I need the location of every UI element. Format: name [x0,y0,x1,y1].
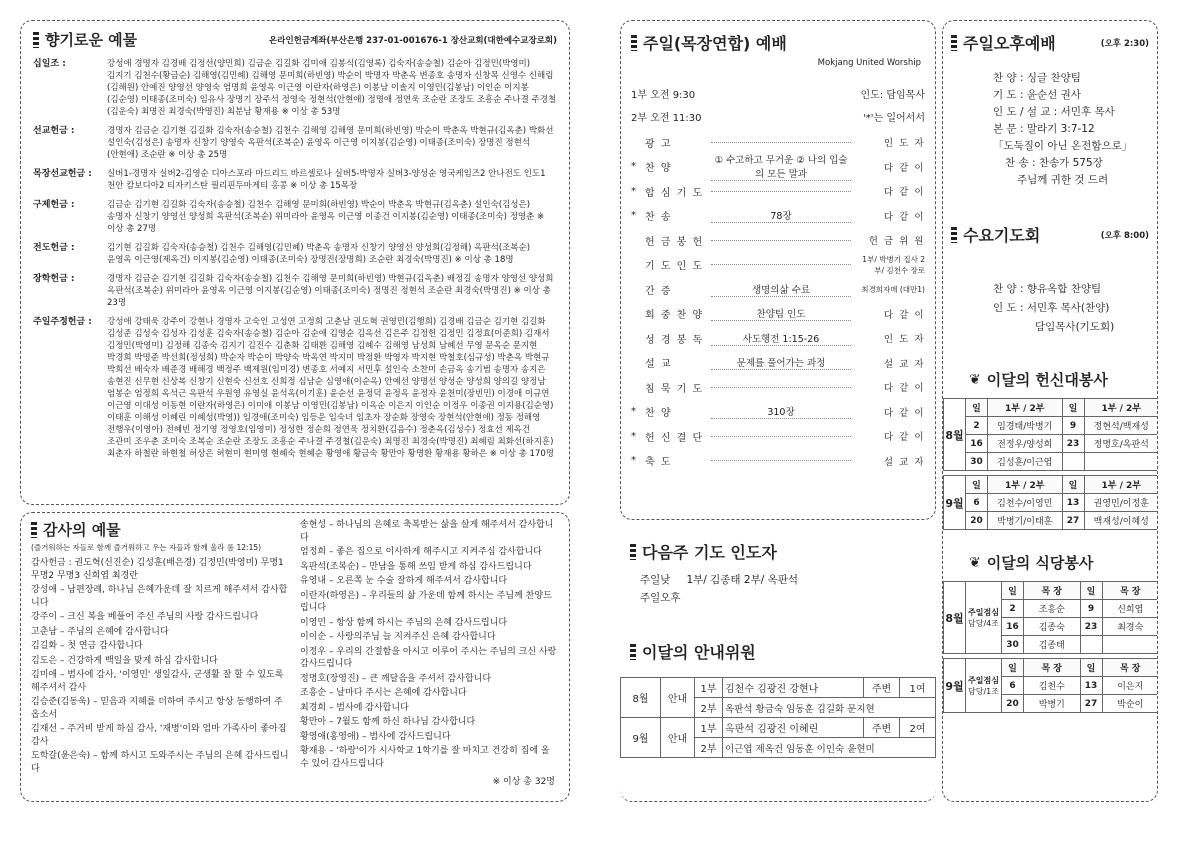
offering-label: 십일조 : [33,59,66,69]
order-item-detail: 78장 [711,208,851,223]
nextweek-sunday-value: 1부/ 김종태 2부/ 옥판석 [686,574,799,586]
schedule-header-cell: 일 [966,476,988,494]
stand-marker: * [631,455,636,467]
schedule-month [944,582,966,654]
schedule-assignee: 김종태 [1024,636,1081,654]
schedule-header-row [944,476,1159,494]
offering-label: 선교헌금 : [33,126,75,136]
schedule-header-cell: 일 [1062,476,1084,494]
schedule-header-cell: 일 [1002,659,1024,677]
usher-count: 2여 [900,718,936,738]
schedule-header-cell: 일 [1002,582,1024,600]
schedule-header-cell: 1부 / 2부 [988,399,1063,417]
thanks-entry: 이영민 – 항상 함께 하시는 주님의 은혜 감사드립니다 [300,617,508,628]
schedule-day: 9 [1062,417,1084,435]
usher-sub-label: 주변 [864,718,900,738]
offering-names: 실버1-경명자 실버2-김영순 디아스포라 마드리드 바르셀로나 실버5-박명자 실버3-양성순 영국케임즈2 안나전도 인도1 천안 캄보디아2 티자키스탄 필리핀두마게티 홍콩 ※ 이상 총 15목장 [107,169,546,191]
usher-names: 옥판석 황금숙 임동훈 김길화 문지현 [723,698,936,718]
schedule-header-cell: 목 장 [1024,659,1081,677]
schedule-assignee: 김천수 [1024,677,1081,695]
order-item-leader: 인 도 자 [883,334,925,346]
order-item-detail: 찬양팀 인도 [711,306,851,321]
order-row [631,204,925,229]
order-item-name: 찬 송 [645,212,672,224]
schedule-day: 16 [1002,618,1024,636]
sunday-title: 주일(목장연합) 예배 [631,31,925,54]
order-row [631,228,925,253]
schedule-assignee: 정명호/옥판석 [1084,435,1158,453]
schedule-header-cell: 목 장 [1102,582,1158,600]
offering-row [33,273,557,309]
order-item-detail [711,191,851,192]
schedule-assignee: 박병기 [1024,695,1081,713]
order-item-name: 헌 금 봉 헌 [645,236,704,248]
thanks-total: ※ 이상 총 32명 [492,777,555,787]
duty-label: 주일점심 [968,675,999,685]
schedule-day: 27 [1062,512,1084,530]
order-row [631,400,925,425]
wednesday-time: (오후 8:00) [1100,230,1149,241]
schedule-assignee: 김천수/이영민 [988,494,1063,512]
schedule-header-row [944,582,1159,600]
service-time-1: 1부 오전 9:30 [631,90,696,101]
order-item-leader: 헌 금 위 원 [868,236,925,248]
order-item-name: 설 교 [645,359,672,371]
thanks-entry: 엄정희 – 좋은 집으로 이사하게 해주시고 지켜주심 감사합니다 [300,547,542,557]
thanks-title: 감사의 예물 [31,519,290,540]
schedule-assignee: 조흥순 [1024,600,1081,618]
schedule-day [1062,453,1084,471]
thanks-left-column [31,519,290,795]
sunday-subtitle: Mokjang United Worship [817,58,921,68]
schedule-day: 20 [966,512,988,530]
offering-label: 주일주정헌금 : [33,317,92,327]
order-row [631,130,925,155]
usher-role: 안내 [661,718,695,758]
schedule-header-cell: 목 장 [1024,582,1081,600]
thanks-entry: 정명호(장영진) – 큰 깨달음을 주셔서 감사합니다 [300,673,492,684]
section-bar-icon [951,227,957,243]
offering-names: 김기현 김길화 김숙자(송승철) 김천수 김해영(김민혜) 박춘옥 송명자 신창기 양영선 양성희(김정해) 옥판석(조복순) 윤영옥 이근영(제옥건) 이지봉(김순영) 이태종(조미숙) 장명진(장명희) 조순란 최경숙(박명진) ※ 이상 총 18명 [107,243,531,265]
schedule-row [944,435,1159,453]
schedule-duty [966,582,1002,654]
thanks-subtitle: (즐거워하는 자들로 함께 즐거워하고 우는 자들과 함께 울라 롬 12:15) [31,543,262,552]
offerings-panel [20,20,570,505]
service-time-2: 2부 오전 11:30 [631,113,702,124]
schedule-day: 23 [1062,435,1084,453]
schedule-day: 6 [1002,677,1024,695]
thanks-entry: 김도은 – 건강하게 백일을 맞게 하심 감사합니다 [31,655,218,666]
order-row [631,351,925,376]
order-row [631,253,925,278]
wednesday-line: 인 도 : 서민후 목사(찬양) [993,302,1110,314]
schedule-assignee: 김종숙 [1024,618,1081,636]
usher-part: 2부 [695,698,723,718]
thanks-entry: 도학갈(윤은숙) – 함께 하시고 도와주시는 주님의 은혜 감사드립니다 [31,751,289,774]
afternoon-line: 본 문 : 말라기 3:7-12 [993,123,1095,135]
usher-row [621,678,936,698]
order-item-name: 기 도 인 도 [645,261,704,273]
schedule-header-cell: 일 [1062,399,1084,417]
schedule-row [944,512,1159,530]
thanks-entry: 강주이 – 크신 복을 베풀어 주신 주님의 사랑 감사드립니다 [31,612,259,622]
usher-part: 2부 [695,738,723,758]
offering-names: 강성애 강태욱 강주이 강현나 경명자 고숙인 고성연 고정희 고춘남 권도혁 권영민(김행희) 김경배 김금순 김기현 김길화 김성준 김성숙 김성자 김성훈 김숙자(송승철) 김순아 김순애 김영순 김옥선 김은주 김정헌 김정민 김정효(이준희) 김재서 김정민(박영미) 김정해 김종숙 김지기 김진수 김춘화 김태환 김해영 김혜수 김해영 남성희 남혜선 무영 문옥순 문지현 박경희 박명준 박선희(정성희) 박순자 박순이 박양숙 박옥연 박지미 박정환 박영자 박지현 박철호(심규성) 박춘옥 박현규 박희선 배숙자 배준경 배해경 백정주 백제원(임미경) 변종호 서예지 서민후 설인숙 소찬미 손금옥 송기범 송명자 송지은 송현진 신무현 신상복 신창기 신현숙 신선호 신희정 심남순 심영애(이순옥) 안예선 양명선 양성순 양성희 양의길 양정남 엄봉순 엄정희 옥석근 옥판석 우원영 유영실 윤석옥(이기훈) 윤순선 윤정덕 윤정옥 윤정자 윤천미(장빈민) 이경애 이규연 이근영 이대성 이동현 이란자(하영은) 이미애 이봉남 이영민(김봉남) 이옥순 이은지 이인순 이정우 이종권 이지용(김순영) 이태훈 이해성 이혜린 이혜성(박영)) 임경애(조미숙) 임등운 임숙녀 임초자 장순화 장영숙 장현석(안현애) 정동 정해영 전행우(이영아) 전혜빈 정기영 정영호(임영미) 정성한 정순희 정연욱 정치환(김음수) 정춘옥(김성수) 정효선 제옥건 조관미 조우춘 조미숙 조복순 조순란 조장도 조흥순 주나결 주경철(김운숙) 최명진 최경숙(박명진) 최혜림 최화선(하지훈) 최춘자 하철란 하현철 허상은 허현미 현미영 현혜숙 현혜순 황영애 황금숙 황만아 황명환 황재용 황하은 ※ 이상 총 170명 [107,317,554,459]
offering-names: 경명자 김금순 김기현 김길화 김숙자(송승철) 김천수 김해영 문미희(하빈영) 박현규(김옥춘) 배정길 송명자 양영선 양성희 옥판석(조복순) 위미라아 윤영옥 이근영 이지봉(김순영) 이태종(조미숙) 정명진 정현석 조순란 최경숙(박명진) ※ 이상 총 23명 [107,274,554,308]
stand-marker: * [631,406,636,418]
order-of-worship [631,130,925,473]
thanks-entry: 송현성 – 하나님의 은혜로 축복받는 삶을 살게 해주셔서 감사합니다 [300,520,554,543]
section-bar-icon [630,644,636,660]
schedule-assignee: 김성훈/이근엽 [988,453,1063,471]
schedule-table [943,581,1158,654]
order-row [631,155,925,180]
month-label: 8월 [945,428,964,442]
thanks-entry: 이란자(하영은) – 우리들의 삶 가운데 함께 하시는 주님께 찬양드립니다 [300,590,552,613]
duty-group: 담당/4조 [968,618,999,628]
schedule-month [944,476,966,530]
afternoon-line: 찬 송 : 찬송가 575장 [1005,157,1103,169]
schedule-header-cell: 목 장 [1102,659,1158,677]
heart-icon: ❦ [969,554,981,571]
ushers-table [620,677,936,758]
nextweek-title: 다음주 기도 인도자 [630,540,926,563]
order-item-name: 침 묵 기 도 [645,383,704,395]
schedule-month [944,659,966,713]
order-item-name: 합 심 기 도 [645,187,704,199]
thanks-entry: 김승준(김동욱) – 믿음과 지혜를 더하여 주시고 항상 동행하여 주옵소서 [31,697,283,720]
thanks-entry: 이정우 – 우리의 간절함을 아시고 이루어 주시는 주님의 크신 사랑 감사드립니다 [300,646,557,669]
offering-row [33,242,557,266]
schedule-day: 13 [1062,494,1084,512]
stand-marker: * [631,161,636,173]
thanks-entry: 유영내 – 오른쪽 눈 수술 잘하게 해주셔서 감사합니다 [300,576,508,586]
schedule-table [943,475,1158,530]
order-item-name: 광 고 [645,138,672,150]
schedule-header-row [944,399,1159,417]
schedule-assignee: 박병기/이태훈 [988,512,1063,530]
order-item-leader: 설 교 자 [883,358,925,370]
schedule-assignee: 전정우/양성희 [988,435,1063,453]
thanks-entry: 고춘남 – 주님의 은혜에 감사합니다 [31,626,169,637]
month-label: 9월 [945,679,964,693]
schedule-day: 23 [1080,618,1102,636]
schedule-assignee: 임경태/박병기 [988,417,1063,435]
schedule-day: 9 [1080,600,1102,618]
thanks-right-column [300,519,559,795]
offering-label: 전도헌금 : [33,243,75,253]
month-label: 8월 [945,611,964,625]
order-item-name: 찬 양 [645,163,672,175]
order-item-leader: 다 같 이 [883,432,925,444]
usher-month: 8월 [621,678,661,718]
order-item-detail [711,142,851,143]
thanks-entry: 이이순 – 사랑의주님 늘 지켜주신 은혜 감사합니다 [300,632,496,642]
order-item-leader: 인 도 자 [883,138,925,150]
schedule-header-cell: 일 [1080,659,1102,677]
schedule-assignee: 백재성/이혜성 [1084,512,1158,530]
order-item-name: 회 중 찬 양 [645,310,704,322]
order-item-leader: 최경희자매 (대만1) [861,284,925,294]
heart-icon: ❦ [969,371,981,388]
usher-count: 1여 [900,678,936,698]
schedule-duty [966,659,1002,713]
thanks-entry: 최경희 – 범사에 감사합니다 [300,702,409,713]
usher-sub-label: 주변 [864,678,900,698]
thanks-entry: 황영애(홍영애) – 범사에 감사드립니다 [300,731,451,742]
schedule-row [944,417,1159,435]
service-leader: 인도: 담임목사 [860,90,925,101]
offering-label: 구제헌금 : [33,200,75,210]
usher-names: 김천수 김광진 강현나 [723,678,864,698]
kitchen-title: ❦ 이달의 식당봉사 [969,554,1094,572]
schedule-day [1080,636,1102,654]
wednesday-line: 찬 양 : 향유옥합 찬양팀 [993,283,1102,295]
offering-account: 온라인헌금계좌(부산은행 237-01-001676-1 장산교회(대한예수교장로회) [269,35,557,46]
kitchen-schedule [943,581,1157,713]
offering-list [33,58,557,460]
thanks-entry: 김길화 – 첫 연금 감사합니다 [31,641,143,651]
stand-note: '*'는 일어서서 [863,113,925,124]
offering-names: 김금순 김기현 김길화 김숙자(송승철) 김천수 김해영 문미희(하빈영) 박순이 박춘옥 박현규(김옥춘) 설인숙(김성은) 송명자 신창기 양영선 양성희 옥판석(조복순) 위미라아 윤영옥 이근영 이종건 이지봉(김순영) 이태종(조미숙) 정영춘 ※ 이상 총 27명 [107,200,545,234]
wednesday-line: 담임목사(기도회) [1035,321,1115,333]
schedule-assignee: 신희엽 [1102,600,1158,618]
offering-names: 강성애 경명자 김경배 김정선(양민희) 김금순 김길화 김미애 김봉식(김영록) 김숙자(송승철) 김순아 김정민(박영미) 김지기 김천수(황금순) 김해영(김민혜) 김해영 문미희(하빈영) 박순이 박명자 박춘옥 변종호 송명자 신창목 신영수 신해림(김해원) 안예진 양영선 양영숙 엄명희 윤영옥 이근영 이란자(하영은) 이봉남 이솔지 이영민(김봉남) 이인순 이지봉(김순영) 이태종(조미숙) 임유사 장명기 장주석 정영숙 정현석(안현애) 정명애 정연욱 조순란 조장도 조흥순 주나결 주경철(김운숙) 최명진 최경숙(박명진) 최분남 황재용 ※ 이상 총 53명 [107,59,557,117]
order-item-detail [711,240,851,241]
offering-row [33,199,557,235]
thanks-entry: 김미애 – 범사에 감사, '이영민' 생일감사, 군생활 잘 할 수 있도록 해주셔서 감사 [31,670,284,693]
order-row [631,375,925,400]
offering-names: 경명자 김금순 김기현 김길화 김숙자(송승철) 김천수 김해영 김해영 문미희(하빈영) 박순이 박춘옥 박현규(김옥춘) 박화선 설인숙(김성은) 송명자 신창기 양영숙 옥판석(조복순) 윤영옥 이근영 이지봉(김순영) 이태종(조미숙) 장명진 정현석(안현애) 조순란 ※ 이상 총 25명 [107,126,554,160]
offering-row [33,316,557,460]
thanks-panel [20,512,570,802]
usher-names: 옥판석 김광진 이혜린 [723,718,864,738]
section-bar-icon [631,35,637,51]
duty-label: 주일점심 [968,607,999,617]
schedule-day: 2 [1002,600,1024,618]
nextweek-afternoon-label: 주일오후 [640,592,681,604]
order-row [631,277,925,302]
offering-row [33,125,557,161]
schedule-day: 30 [966,453,988,471]
afternoon-line: 찬 양 : 싱글 찬양팀 [993,72,1081,84]
schedule-table [943,398,1158,471]
thanks-entry: 감사헌금 : 권도혁(신진순) 김성훈(배은경) 김정민(박영미) 무명1 무명2 무명3 신희엽 최경란 [31,558,284,581]
schedule-assignee: 최경숙 [1102,618,1158,636]
stand-marker: * [631,430,636,442]
ushers-title: 이달의 안내위원 [630,640,926,663]
usher-names: 이근엽 제옥건 임동훈 이인숙 윤현미 [723,738,936,758]
schedule-header-cell: 1부 / 2부 [1084,399,1158,417]
afternoon-line: 기 도 : 윤순선 권사 [993,89,1081,101]
section-bar-icon [31,522,37,538]
flowers-schedule [943,398,1157,530]
wednesday-title: 수요기도회 (오후 8:00) [951,223,1149,246]
schedule-assignee: 정현석/백재성 [1084,417,1158,435]
afternoon-line: 주님께 귀한 것 드려 [1017,174,1109,186]
order-item-leader: 다 같 이 [883,162,925,174]
thanks-entry: 황재용 – '하랑'이가 시사학교 1학기를 잘 마치고 건강히 집에 올 수 있어 감사드립니다 [300,746,550,769]
thanks-entry: 옥판석(조복순) – 만남을 통해 쓰임 받게 하심 감사드립니다 [300,561,532,572]
order-row [631,424,925,449]
usher-month: 9월 [621,718,661,758]
order-item-leader: 다 같 이 [883,309,925,321]
schedule-day: 16 [966,435,988,453]
order-item-name: 헌 신 결 단 [645,432,704,444]
schedule-header-cell: 1부 / 2부 [1084,476,1158,494]
order-item-detail [711,387,851,388]
schedule-month [944,399,966,471]
thanks-entry: 조흥순 – 날마다 주시는 은혜에 감사합니다 [300,688,467,698]
schedule-table [943,658,1158,713]
offering-label: 목장선교헌금 : [33,169,92,179]
section-bar-icon [630,544,636,560]
schedule-row [944,453,1159,471]
schedule-assignee: 박순이 [1102,695,1158,713]
afternoon-worship-panel [942,20,1158,802]
thanks-entry: 황만아 – 7월도 함께 하신 하나님 감사합니다 [300,717,476,727]
offerings-title: 향기로운 예물 [33,29,137,50]
month-label: 9월 [945,496,964,510]
schedule-header-cell: 1부 / 2부 [988,476,1063,494]
thanks-entry: 김재선 – 주거비 받게 하심 감사, '재병'이와 엄마 가족사이 좋아짐 감사 [31,724,287,747]
afternoon-line: 「도둑질이 아닌 온전함으로」 [993,140,1133,152]
stand-marker: * [631,185,636,197]
order-item-detail: 사도행전 1:15-26 [711,331,851,346]
offering-label: 장학헌금 : [33,274,75,284]
schedule-header-cell: 일 [966,399,988,417]
section-bar-icon [951,35,957,51]
order-item-name: 찬 양 [645,408,672,420]
ushers-panel [620,630,936,802]
order-item-detail: 310장 [711,404,851,419]
stand-marker: * [631,210,636,222]
schedule-day: 6 [966,494,988,512]
schedule-day: 2 [966,417,988,435]
order-item-name: 축 도 [645,457,672,469]
order-item-leader: 다 같 이 [883,211,925,223]
schedule-day: 27 [1080,695,1102,713]
order-item-detail: 문제를 풀어가는 과정 [711,355,851,370]
duty-group: 담당/1조 [968,686,999,696]
order-row [631,302,925,327]
schedule-day: 30 [1002,636,1024,654]
afternoon-title: 주일오후예배 (오후 2:30) [951,31,1149,54]
thanks-entry: 강성애 – 남편장례, 하나님 은혜가운데 잘 치르게 해주셔서 감사합니다 [31,585,288,608]
nextweek-sunday-label: 주일낮 [640,574,671,586]
afternoon-line: 인 도 / 설 교 : 서민후 목사 [993,106,1115,118]
schedule-assignee [1102,636,1158,654]
order-item-detail [711,460,851,461]
order-item-leader: 설 교 자 [883,456,925,468]
section-bar-icon [33,32,39,48]
order-item-detail: ① 수고하고 무거운 ② 나의 입술의 모든 말과 [711,152,851,181]
usher-role: 안내 [661,678,695,718]
offering-row [33,168,557,192]
schedule-assignee: 권영민/이정훈 [1084,494,1158,512]
schedule-row [944,494,1159,512]
afternoon-time: (오후 2:30) [1100,38,1149,49]
usher-part: 1부 [695,718,723,738]
order-item-leader: 다 같 이 [883,383,925,395]
order-item-detail [711,264,851,265]
usher-part: 1부 [695,678,723,698]
order-item-leader: 1부/ 박병기 집사 2부/ 김천수 장로 [862,254,925,275]
order-item-leader: 다 같 이 [883,187,925,199]
schedule-header-row [944,659,1159,677]
order-item-leader: 다 같 이 [883,407,925,419]
order-item-detail [711,436,851,437]
order-row [631,449,925,474]
schedule-day: 13 [1080,677,1102,695]
order-row [631,179,925,204]
flowers-title: ❦ 이달의 헌신대봉사 [969,371,1108,389]
next-week-panel [620,530,936,622]
order-item-name: 성 경 봉 독 [645,334,704,346]
schedule-assignee: 이은지 [1102,677,1158,695]
schedule-day: 20 [1002,695,1024,713]
offering-row [33,58,557,118]
schedule-header-cell: 일 [1080,582,1102,600]
order-item-name: 간 증 [645,285,672,297]
schedule-assignee [1084,453,1158,471]
order-item-detail: 생명의삶 수료 [711,282,851,297]
usher-row [621,718,936,738]
sunday-worship-panel [620,20,936,520]
order-row [631,326,925,351]
